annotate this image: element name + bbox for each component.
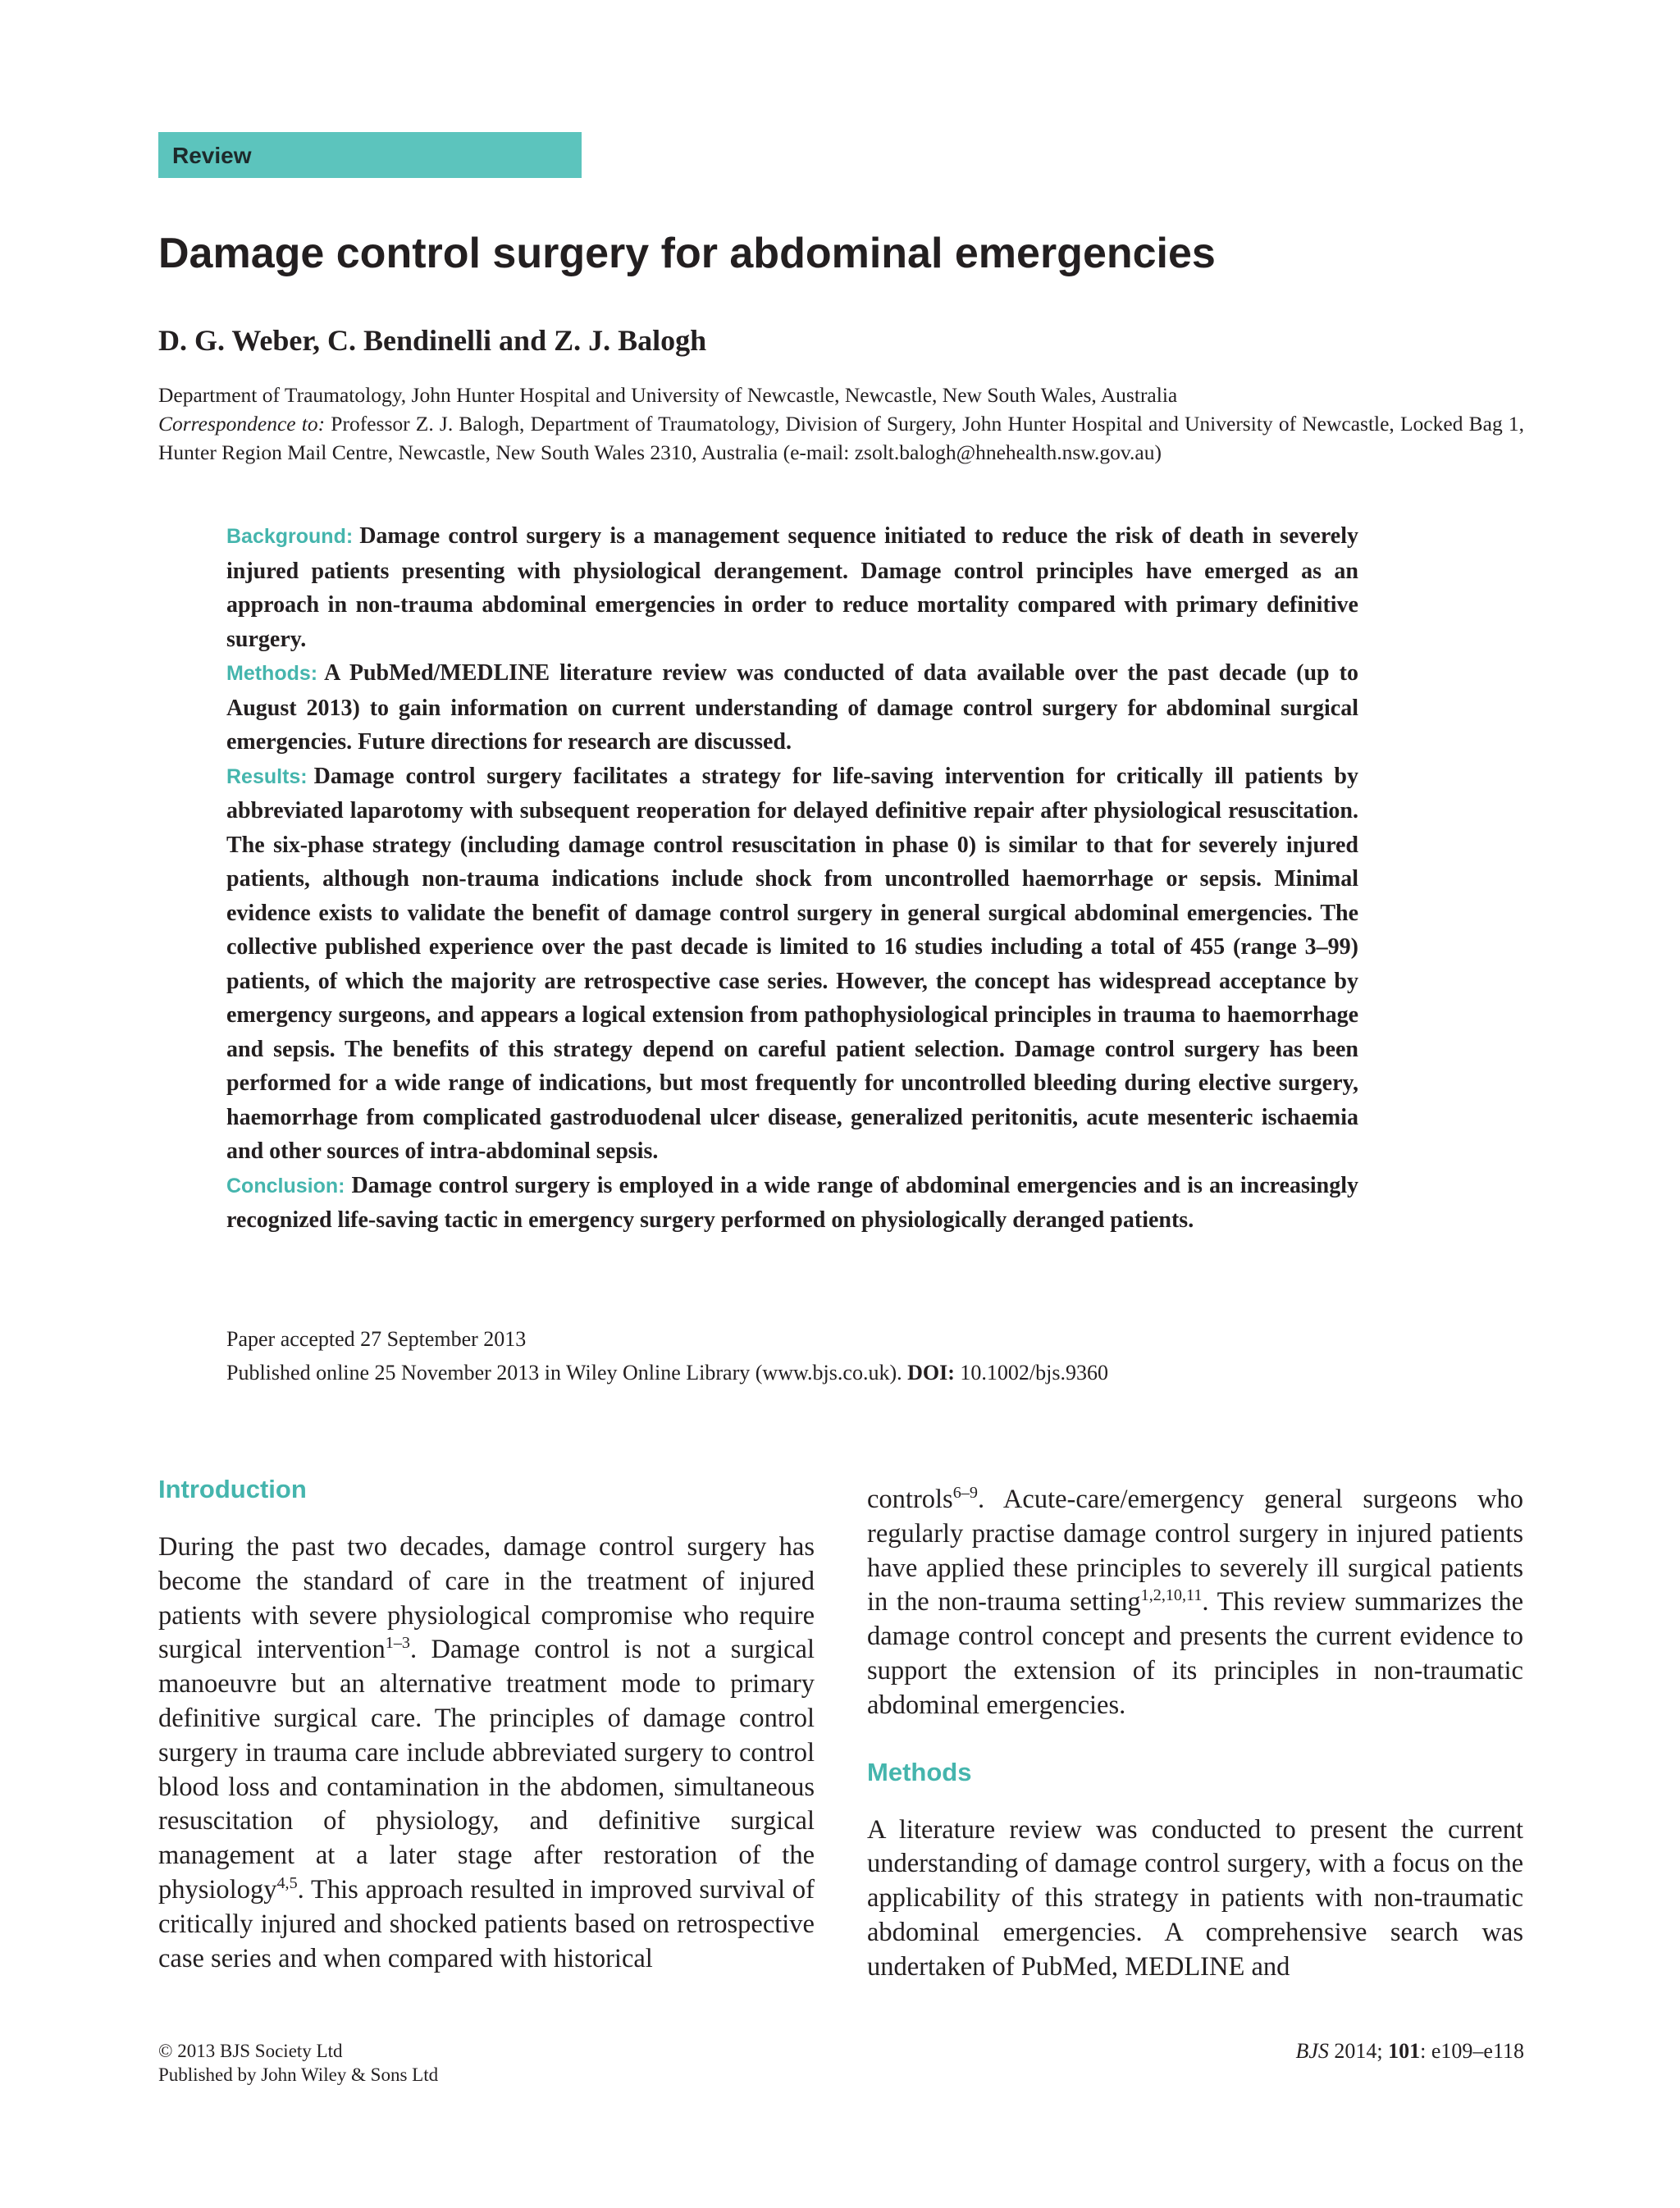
intro-text-5: . Acute-care/emergency general surgeons who regularly practise damage control surgery in injured patients have applied these principles to severely ill surgical patients in the non-trauma setting <box>867 1485 1523 1617</box>
methods-paragraph: A literature review was conducted to present the current understanding of damage control surgery, with a focus on the applicability of this strategy in patients with non-traumatic abdominal emergencies. A comprehensive search was undertaken of PubMed, MEDLINE and <box>867 1814 1523 1982</box>
doi-link[interactable]: 10.1002/bjs.9360 <box>960 1361 1108 1385</box>
introduction-continued <box>867 1483 1523 1723</box>
intro-text-3: . This approach resulted in improved survival of critically injured and shocked patients based on retrospective case series and when compared with historical <box>158 1874 815 1973</box>
affiliation: Department of Traumatology, John Hunter Hospital and University of Newcastle, Newcastle, New South Wales, Australia <box>158 383 1178 407</box>
correspondence-text: Professor Z. J. Balogh, Department of Traumatology, Division of Surgery, John Hunter Hospital and University of Newcastle, Locked Bag 1, Hunter Region Mail Centre, Newcastle, New South Wales 2310, Australia (e-mail: zsolt.balogh@hnehealth.nsw.gov.au) <box>158 412 1524 464</box>
footer-left <box>158 2039 438 2087</box>
correspondence-label: Correspondence to: <box>158 412 326 436</box>
correspondence <box>158 409 1524 467</box>
abstract-results <box>226 760 1358 1169</box>
left-column <box>158 1473 815 1976</box>
abstract <box>226 519 1358 1238</box>
intro-text-1: During the past two decades, damage control surgery has become the standard of care in the treatment of injured patients with severe physiological compromise who require surgical intervention <box>158 1532 815 1665</box>
reference-citation[interactable]: 4,5 <box>276 1874 298 1893</box>
published-online <box>226 1356 1457 1389</box>
publisher: Published by John Wiley & Sons Ltd <box>158 2064 439 2085</box>
intro-text-6: . This review summarizes the damage control concept and presents the current evidence to support the extension of its principles in non-traumatic abdominal emergencies. <box>867 1587 1524 1720</box>
abstract-background-text: Damage control surgery is a management sequence initiated to reduce the risk of death in severely injured patients presenting with physiological derangement. Damage control principles have emerged as an approach in non-trauma abdominal emergencies in order to reduce mortality compared with primary definitive surgery. <box>226 523 1358 652</box>
abstract-methods <box>226 656 1358 760</box>
journal-citation <box>1296 2039 1525 2064</box>
reference-citation[interactable]: 6–9 <box>952 1484 978 1503</box>
journal-year: 2014; <box>1334 2039 1383 2063</box>
journal-name: BJS <box>1295 2039 1329 2063</box>
affiliation-block <box>158 381 1524 467</box>
copyright: © 2013 BJS Society Ltd <box>158 2041 343 2061</box>
doi-label: DOI: <box>907 1361 955 1385</box>
abstract-background <box>226 519 1358 656</box>
article-title: Damage control surgery for abdominal emergencies <box>158 230 1216 277</box>
right-column <box>867 1483 1523 1985</box>
introduction-heading: Introduction <box>158 1475 307 1503</box>
intro-text-2: . Damage control is not a surgical manoeuvre but an alternative treatment mode to primary definitive surgical care. The principles of damage control surgery in trauma care include abbreviated surgery to control blood loss and contamination in the abdomen, simultaneous resuscitation of physiology, and definitive surgical management at a later stage after restoration of the physiology <box>158 1635 815 1905</box>
abstract-conclusion-label: Conclusion: <box>226 1174 345 1198</box>
abstract-results-label: Results: <box>226 764 308 788</box>
abstract-conclusion <box>226 1169 1358 1238</box>
intro-text-4: controls <box>867 1485 953 1514</box>
section-tag: Review <box>158 132 582 178</box>
abstract-conclusion-text: Damage control surgery is employed in a wide range of abdominal emergencies and is an increasingly recognized life-saving tactic in emergency surgery performed on physiologically deranged patients. <box>226 1172 1358 1233</box>
methods-heading: Methods <box>867 1757 972 1786</box>
reference-citation[interactable]: 1–3 <box>385 1634 410 1653</box>
published-text: Published online 25 November 2013 in Wiley Online Library (www.bjs.co.uk). <box>226 1361 902 1385</box>
reference-citation[interactable]: 1,2,10,11 <box>1140 1586 1203 1605</box>
publication-info <box>226 1322 1457 1389</box>
journal-volume: 101 <box>1388 2039 1421 2063</box>
abstract-methods-label: Methods: <box>226 662 318 685</box>
abstract-results-text: Damage control surgery facilitates a strategy for life-saving intervention for critically ill patients by abbreviated laparotomy with subsequent reoperation for delayed definitive repair after physiological resuscitation. The six-phase strategy (including damage control resuscitation in phase 0) is similar to that for severely injured patients, although non-trauma indications include shock from uncontrolled haemorrhage or sepsis. Minimal evidence exists to validate the benefit of damage control surgery in general surgical abdominal emergencies. The collective published experience over the past decade is limited to 16 studies including a total of 455 (range 3–99) patients, of which the majority are retrospective case series. However, the concept has widespread acceptance by emergency surgeons, and appears a logical extension from pathophysiological principles in trauma to haemorrhage and sepsis. The benefits of this strategy depend on careful patient selection. Damage control surgery has been performed for a wide range of indications, but most frequently for uncontrolled bleeding during elective surgery, haemorrhage from complicated gastroduodenal ulcer disease, generalized peritonitis, acute mesenteric ischaemia and other sources of intra-abdominal sepsis. <box>226 763 1358 1164</box>
introduction-paragraph <box>158 1531 815 1976</box>
author-list: D. G. Weber, C. Bendinelli and Z. J. Balogh <box>158 324 707 357</box>
abstract-background-label: Background: <box>226 525 354 548</box>
journal-pages: : e109–e118 <box>1420 2039 1524 2063</box>
accepted-date: Paper accepted 27 September 2013 <box>226 1327 527 1351</box>
abstract-methods-text: A PubMed/MEDLINE literature review was conducted of data available over the past decade (up to August 2013) to gain information on current understanding of damage control surgery for abdominal surgical emergencies. Future directions for research are discussed. <box>226 660 1358 755</box>
